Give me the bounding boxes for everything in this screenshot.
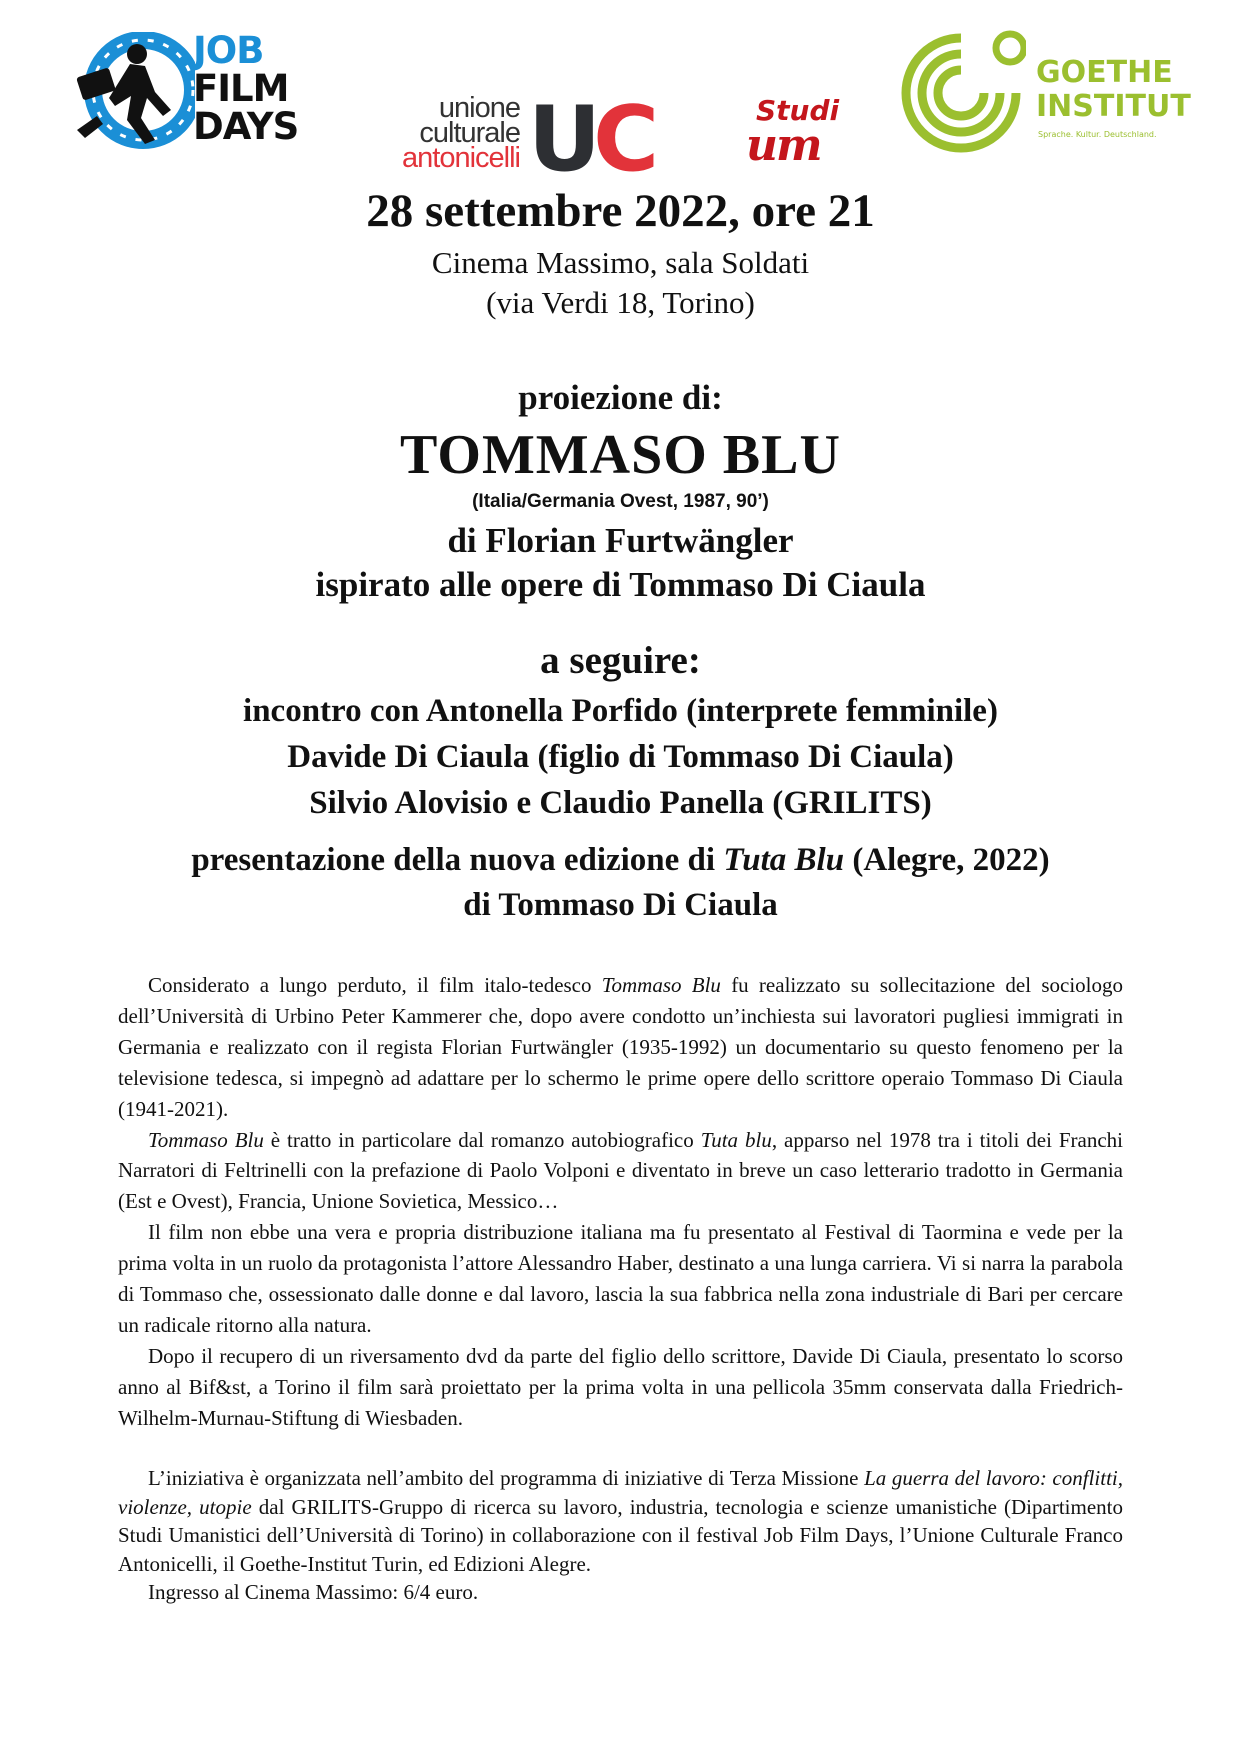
admission-info: Ingresso al Cinema Massimo: 6/4 euro. (148, 1580, 479, 1604)
logo-bar (0, 28, 1241, 192)
logo-text-studi: Studi (756, 94, 840, 127)
film-inspiration: ispirato alle opere di Tommaso Di Ciaula (315, 565, 926, 604)
logo-text-um: um (746, 120, 821, 171)
guest-list (0, 688, 1241, 826)
presentation-line-2: di Tommaso Di Ciaula (463, 887, 778, 923)
presentation-line-1: presentazione della nuova edizione di Tuta Blu (Alegre, 2022) (191, 842, 1050, 878)
logo-text-culturale: culturale (419, 117, 520, 149)
projection-intro: proiezione di: (518, 378, 723, 417)
following-heading: a seguire: (540, 639, 701, 682)
logo-text-goethe: GOETHE (1036, 55, 1173, 90)
uc-mark: UC (528, 87, 652, 192)
job-film-days-logo (75, 29, 335, 150)
logo-text-film: FILM (193, 67, 289, 110)
film-title: TOMMASO BLU (400, 424, 841, 486)
paragraph: Tommaso Blu è tratto in particolare dal romanzo autobiografico Tuta blu, apparso nel 1978 tra i titoli dei Franchi Narratori di Feltrinelli con la prefazione di Paolo Volponi e diventato in breve un caso letterario tradotto in Germania (Est e Ovest), Francia, Unione Sovietica, Messico… (118, 1127, 1123, 1214)
guest-line: Silvio Alovisio e Claudio Panella (GRILITS) (309, 785, 932, 821)
organizer-notes (118, 1464, 1123, 1607)
venue-line-1: Cinema Massimo, sala Soldati (431, 245, 810, 280)
book-presentation (0, 838, 1241, 928)
description-body (118, 970, 1123, 1434)
paragraph: Il film non ebbe una vera e propria distribuzione italiana ma fu presentato al Festival di Taormina e vede per la prima volta in un ruolo da protagonista l’attore Alessandro Haber, destinato a una lunga carriera. Vi si narra la parabola di Tommaso che, ossessionato dalle donne e dal lavoro, lascia la sua fabbrica nella zona industriale di Bari per cercare un radicale ritorno alla natura. (118, 1220, 1123, 1337)
paragraph: L’iniziativa è organizzata nell’ambito del programma di iniziative di Terza Missione La guerra del lavoro: conflitti, violenze, utopie dal GRILITS-Gruppo di ricerca su lavoro, industria, tecnologia e scienze umanistiche (Dipartimento Studi Umanistici dell’Università di Torino) in collaborazione con il festival Job Film Days, l’Unione Culturale Franco Antonicelli, il Goethe-Institut Turin, ed Edizioni Alegre. (118, 1466, 1123, 1576)
logo-text-institut: INSTITUT (1036, 89, 1191, 124)
goethe-tagline: Sprache. Kultur. Deutschland. (1038, 130, 1157, 139)
unione-culturale-logo (392, 64, 662, 192)
venue-line-2: (via Verdi 18, Torino) (486, 285, 755, 320)
paragraph: Dopo il recupero di un riversamento dvd da parte del figlio dello scrittore, Davide Di Ciaula, presentato lo scorso anno al Bif&st, a Torino il film sarà proiettato per la prima volta in una pellicola 35mm conservata dalla Friedrich-Wilhelm-Murnau-Stiftung di Wiesbaden. (118, 1343, 1123, 1430)
film-credits (0, 519, 1241, 607)
event-venue (0, 243, 1241, 323)
guest-line: incontro con Antonella Porfido (interprete femminile) (243, 693, 998, 729)
goethe-institut-logo (896, 28, 1191, 158)
paragraph: Considerato a lungo perduto, il film italo-tedesco Tommaso Blu fu realizzato su sollecitazione del sociologo dell’Università di Urbino Peter Kammerer che, dopo avere condotto un’inchiesta sui lavoratori pugliesi immigrati in Germania e realizzato con il regista Florian Furtwängler (1935-1992) un documentario su questo fenomeno per la televisione tedesca, si impegnò ad adattare per lo schermo le prime opere dello scrittore operaio Tommaso Di Ciaula (1941-2021). (118, 973, 1123, 1121)
film-director: di Florian Furtwängler (447, 521, 794, 560)
logo-text-antonicelli: antonicelli (402, 142, 520, 174)
goethe-spiral-icon (896, 28, 1026, 158)
studium-logo (742, 64, 852, 171)
logo-text-days: DAYS (193, 105, 299, 148)
guest-line: Davide Di Ciaula (figlio di Tommaso Di Ciaula) (287, 739, 954, 775)
film-meta: (Italia/Germania Ovest, 1987, 90’) (472, 491, 769, 512)
logo-text-unione: unione (438, 92, 520, 124)
book-title: Tuta Blu (723, 842, 845, 878)
logo-text-job: JOB (193, 29, 264, 72)
film-reel-runner-icon (75, 32, 195, 150)
event-date: 28 settembre 2022, ore 21 (366, 185, 875, 237)
